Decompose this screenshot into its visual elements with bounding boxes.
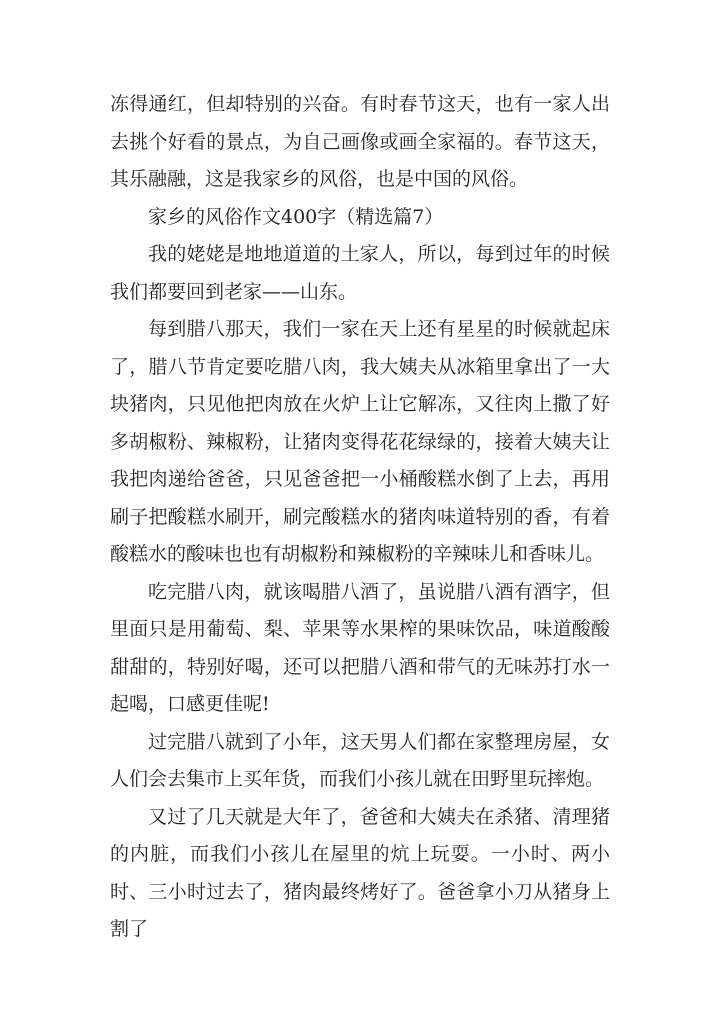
paragraph-4: 吃完腊八肉，就该喝腊八酒了，虽说腊八酒有酒字，但里面只是用葡萄、梨、苹果等水果榨的果味饮品，味道酸酸甜甜的，特别好喝，还可以把腊八酒和带气的无味苏打水一起喝，口感更佳呢! [110, 580, 610, 715]
section-heading: 家乡的风俗作文400字（精选篇7） [148, 205, 444, 228]
paragraph-2: 我的姥姥是地地道道的土家人，所以，每到过年的时候我们都要回到老家——山东。 [110, 243, 610, 303]
paragraph-3: 每到腊八那天，我们一家在天上还有星星的时候就起床了，腊八节肯定要吃腊八肉，我大姨夫从冰箱里拿出了一大块猪肉，只见他把肉放在火炉上让它解冻，又往肉上撒了好多胡椒粉、辣椒粉，让猪肉变得花花绿绿的，接着大姨夫让我把肉递给爸爸，只见爸爸把一小桶酸糕水倒了上去，再用刷子把酸糕水刷开，刷完酸糕水的猪肉味道特别的香，有着酸糕水的酸味也也有胡椒粉和辣椒粉的辛辣味儿和香味儿。 [110, 318, 610, 565]
paragraph-1: 冻得通红，但却特别的兴奋。有时春节这天，也有一家人出去挑个好看的景点，为自己画像或画全家福的。春节这天，其乐融融，这是我家乡的风俗，也是中国的风俗。 [110, 93, 610, 190]
paragraph-5: 过完腊八就到了小年，这天男人们都在家整理房屋，女人们会去集市上买年货，而我们小孩儿就在田野里玩摔炮。 [110, 730, 610, 790]
paragraph-6: 又过了几天就是大年了，爸爸和大姨夫在杀猪、清理猪的内脏，而我们小孩儿在屋里的炕上玩耍。一小时、两小时、三小时过去了，猪肉最终烤好了。爸爸拿小刀从猪身上割了 [110, 805, 610, 940]
document-page [110, 86, 610, 949]
